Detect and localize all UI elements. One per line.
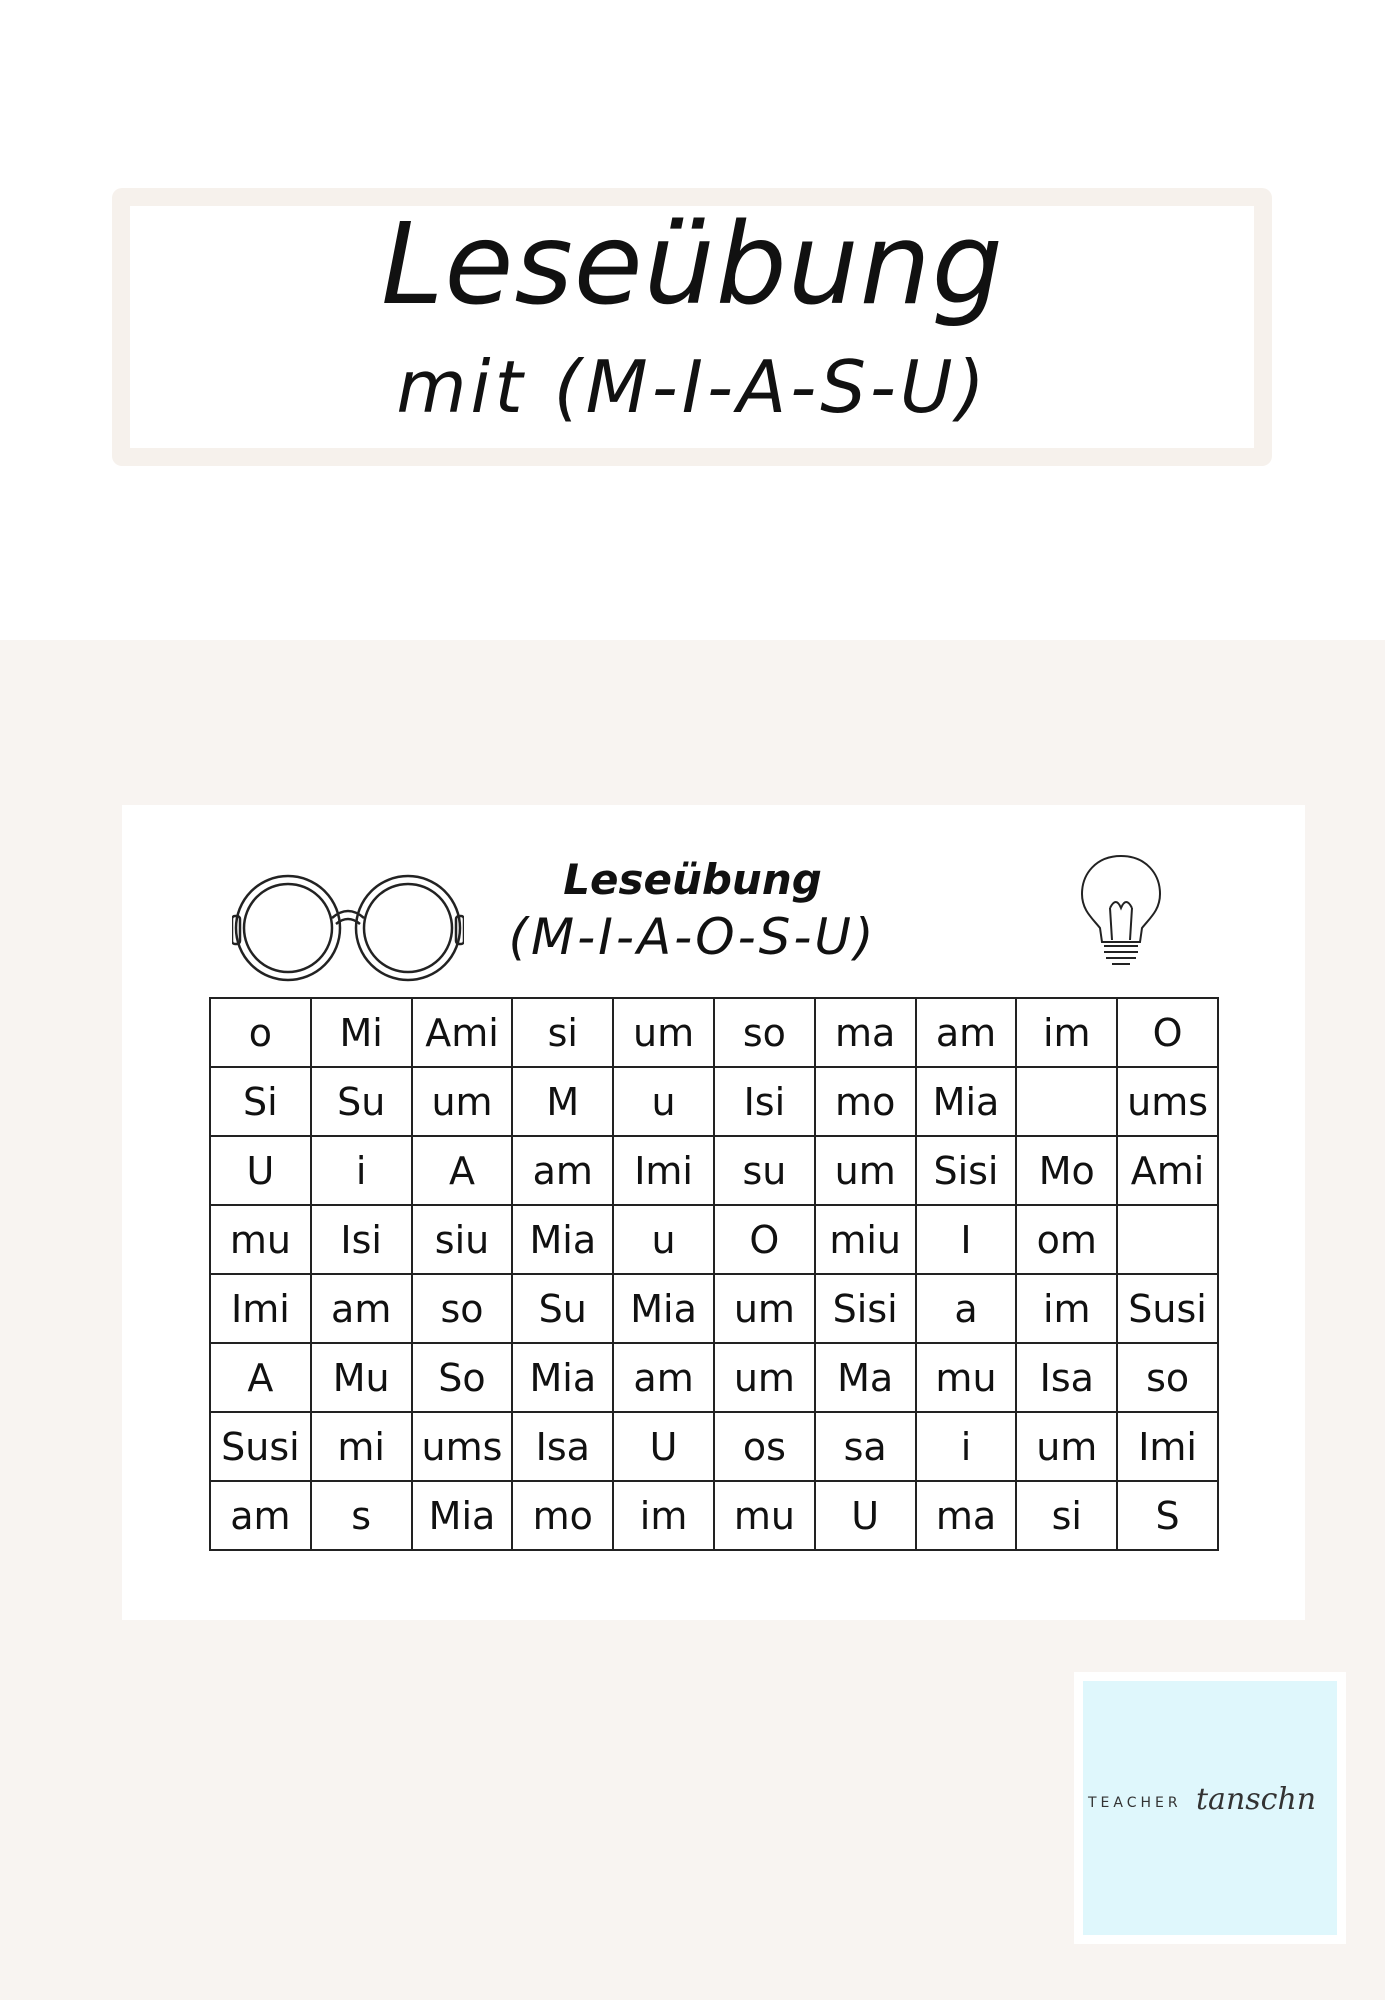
word-cell: so	[1117, 1343, 1218, 1412]
word-cell: mi	[311, 1412, 412, 1481]
word-cell: am	[512, 1136, 613, 1205]
word-cell: u	[613, 1067, 714, 1136]
word-cell: A	[412, 1136, 513, 1205]
word-cell: Su	[512, 1274, 613, 1343]
word-cell: si	[1016, 1481, 1117, 1550]
table-row	[210, 1067, 1218, 1136]
word-cell: Su	[311, 1067, 412, 1136]
word-cell: A	[210, 1343, 311, 1412]
word-cell: S	[1117, 1481, 1218, 1550]
word-cell: ums	[412, 1412, 513, 1481]
word-cell: Susi	[210, 1412, 311, 1481]
word-cell: am	[210, 1481, 311, 1550]
word-cell: ma	[815, 998, 916, 1067]
word-cell: O	[714, 1205, 815, 1274]
table-row	[210, 1274, 1218, 1343]
cover-subtitle: mit (M-I-A-S-U)	[396, 345, 989, 429]
word-cell: Mi	[311, 998, 412, 1067]
word-cell: mo	[815, 1067, 916, 1136]
logo-teacher-text: TEACHER	[1088, 1795, 1182, 1811]
word-cell: sa	[815, 1412, 916, 1481]
table-row	[210, 1481, 1218, 1550]
word-cell: um	[613, 998, 714, 1067]
word-cell: U	[210, 1136, 311, 1205]
word-cell: um	[714, 1274, 815, 1343]
word-cell: om	[1016, 1205, 1117, 1274]
word-cell: i	[916, 1412, 1017, 1481]
word-cell: ums	[1117, 1067, 1218, 1136]
word-cell: am	[916, 998, 1017, 1067]
word-cell: Mu	[311, 1343, 412, 1412]
word-table	[209, 997, 1219, 1551]
word-cell: Isi	[714, 1067, 815, 1136]
word-cell: so	[714, 998, 815, 1067]
cover-title: Leseübung	[381, 200, 1004, 330]
word-cell: u	[613, 1205, 714, 1274]
table-row	[210, 998, 1218, 1067]
word-cell: M	[512, 1067, 613, 1136]
word-cell: im	[1016, 998, 1117, 1067]
word-cell: Mia	[512, 1343, 613, 1412]
word-cell: su	[714, 1136, 815, 1205]
word-cell: So	[412, 1343, 513, 1412]
word-cell: Sisi	[916, 1136, 1017, 1205]
word-cell: os	[714, 1412, 815, 1481]
word-cell: siu	[412, 1205, 513, 1274]
word-cell: um	[1016, 1412, 1117, 1481]
word-cell: Ami	[412, 998, 513, 1067]
word-cell: U	[613, 1412, 714, 1481]
table-row	[210, 1412, 1218, 1481]
word-cell: um	[412, 1067, 513, 1136]
word-cell: am	[311, 1274, 412, 1343]
word-cell: am	[613, 1343, 714, 1412]
word-cell: so	[412, 1274, 513, 1343]
word-cell: Sisi	[815, 1274, 916, 1343]
word-cell: Ami	[1117, 1136, 1218, 1205]
table-row	[210, 1136, 1218, 1205]
word-cell: Imi	[613, 1136, 714, 1205]
word-cell: Isa	[1016, 1343, 1117, 1412]
table-row	[210, 1205, 1218, 1274]
word-cell: Mia	[916, 1067, 1017, 1136]
word-cell: s	[311, 1481, 412, 1550]
word-cell: a	[916, 1274, 1017, 1343]
word-cell: Ma	[815, 1343, 916, 1412]
word-cell: Mia	[613, 1274, 714, 1343]
word-cell: i	[311, 1136, 412, 1205]
word-cell: Imi	[210, 1274, 311, 1343]
word-cell: Mia	[512, 1205, 613, 1274]
word-cell: si	[512, 998, 613, 1067]
word-cell: mu	[916, 1343, 1017, 1412]
word-cell: miu	[815, 1205, 916, 1274]
word-cell: Mia	[412, 1481, 513, 1550]
word-cell	[1117, 1205, 1218, 1274]
word-cell: Mo	[1016, 1136, 1117, 1205]
word-cell: Imi	[1117, 1412, 1218, 1481]
word-cell	[1016, 1067, 1117, 1136]
word-cell: Isi	[311, 1205, 412, 1274]
word-cell: mu	[210, 1205, 311, 1274]
word-cell: mo	[512, 1481, 613, 1550]
word-cell: im	[1016, 1274, 1117, 1343]
word-cell: Isa	[512, 1412, 613, 1481]
word-cell: ma	[916, 1481, 1017, 1550]
word-cell: um	[714, 1343, 815, 1412]
word-cell: O	[1117, 998, 1218, 1067]
word-cell: U	[815, 1481, 916, 1550]
worksheet-subtitle: (M-I-A-O-S-U)	[508, 908, 877, 966]
word-cell: um	[815, 1136, 916, 1205]
word-cell: mu	[714, 1481, 815, 1550]
logo-signature: tanschn	[1196, 1782, 1317, 1817]
worksheet-title: Leseübung	[563, 855, 822, 904]
word-cell: I	[916, 1205, 1017, 1274]
table-row	[210, 1343, 1218, 1412]
word-cell: im	[613, 1481, 714, 1550]
word-cell: Susi	[1117, 1274, 1218, 1343]
word-cell: o	[210, 998, 311, 1067]
word-cell: Si	[210, 1067, 311, 1136]
